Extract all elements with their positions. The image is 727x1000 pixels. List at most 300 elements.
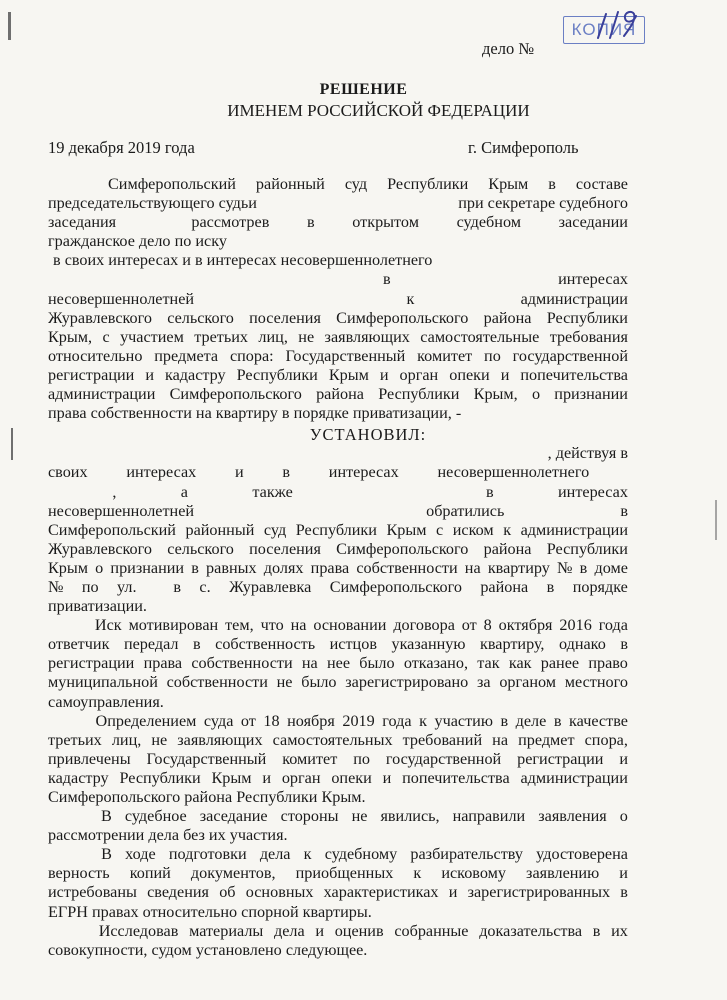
word: регистрации: [48, 365, 135, 384]
text-line: [48, 903, 628, 922]
word: регистрации: [48, 654, 135, 673]
word: Исследовав: [98, 921, 179, 940]
word: Симферопольского: [336, 539, 469, 558]
text-line: [48, 463, 628, 482]
word: качестве: [569, 711, 628, 730]
word: ноября: [287, 711, 335, 730]
word: о: [95, 558, 104, 577]
word: квартиру: [487, 558, 550, 577]
word: районный: [255, 175, 325, 193]
word: к: [503, 520, 512, 539]
word: администрации: [48, 385, 156, 404]
word: деле: [515, 711, 547, 730]
text-line: [48, 941, 628, 960]
word: в своих интересах и в интересах несовершеннолетнего: [53, 251, 433, 270]
word: в: [553, 711, 562, 730]
word: а: [180, 482, 188, 501]
word: УСТАНОВИЛ:: [309, 425, 427, 445]
word: сельского: [167, 308, 234, 327]
word: в: [579, 558, 588, 577]
word: своих: [48, 463, 88, 482]
text-line: [48, 175, 628, 194]
word: Крым: [328, 365, 369, 384]
word: дела: [273, 921, 305, 940]
word: порядке: [572, 577, 628, 596]
word: самостоятельные: [420, 327, 540, 346]
word: Республики: [546, 308, 628, 327]
text-line: [48, 483, 628, 502]
word: [48, 616, 88, 635]
word: ранее: [540, 654, 580, 673]
word: Крым: [211, 768, 252, 787]
word: ответчик: [48, 635, 110, 654]
word: заявляющих: [177, 730, 263, 749]
word: попечительства: [520, 365, 628, 384]
word: и: [448, 883, 458, 902]
word: предмета: [154, 346, 219, 365]
word: Республики: [119, 768, 201, 787]
word: в: [500, 711, 509, 730]
word: Иск: [94, 616, 122, 635]
word: материалы: [189, 921, 264, 940]
word: нее: [327, 654, 351, 673]
word: муниципальной: [48, 673, 158, 692]
word: составе: [575, 175, 628, 193]
text-line: [48, 559, 628, 578]
word: кадастру: [164, 365, 226, 384]
word: года: [382, 711, 412, 730]
word: [48, 175, 88, 194]
word: права: [143, 654, 183, 673]
word: Республики: [236, 365, 318, 384]
word: заседания: [48, 213, 117, 232]
word: к: [406, 289, 415, 308]
word: открытом: [352, 213, 419, 232]
word: заседании: [558, 213, 628, 232]
word: гражданское дело по иску: [48, 232, 227, 251]
word: от: [240, 711, 256, 730]
word: [48, 845, 88, 864]
scan-artifact: [715, 500, 717, 540]
word: заявляющих: [324, 327, 410, 346]
word: с: [102, 327, 110, 346]
word: собственность: [215, 635, 316, 654]
word: интересах: [328, 463, 399, 482]
word: требования: [549, 327, 628, 346]
word: передал: [123, 635, 179, 654]
word: совокупности, судом установлено следующее.: [48, 940, 368, 959]
text-line: [48, 712, 628, 731]
word: мотивирован: [128, 616, 219, 635]
word: дела: [259, 845, 291, 864]
word: документов,: [190, 864, 276, 883]
word: ходе: [125, 845, 156, 864]
word: суд: [344, 175, 368, 193]
word: третьих: [194, 327, 249, 346]
word: собственности: [191, 654, 293, 673]
decision-city: г. Симферополь: [468, 138, 579, 157]
word: Государственный: [146, 749, 267, 768]
word: , действуя в: [547, 444, 628, 463]
word: указанную: [391, 635, 466, 654]
word: Крым: [488, 175, 529, 193]
text-line: [48, 347, 628, 366]
word: государственной: [512, 346, 628, 365]
word: интересах: [558, 270, 628, 289]
text-line: [48, 807, 628, 826]
word: при секретаре судебного: [458, 194, 628, 213]
text-line: [48, 673, 628, 692]
word: собственности: [356, 558, 458, 577]
scan-artifact: [11, 428, 13, 460]
word: их: [611, 921, 628, 940]
word: Государственный: [285, 346, 406, 365]
word: как: [508, 654, 532, 673]
text-line: [48, 521, 628, 540]
text-line: [48, 883, 628, 902]
word: судебном: [456, 213, 521, 232]
word: [48, 807, 88, 826]
word: права собственности на квартиру в порядке приватизации, -: [48, 404, 462, 423]
word: участию: [434, 711, 493, 730]
word: судебное: [124, 807, 187, 826]
word: от: [461, 616, 477, 635]
word: в: [306, 213, 315, 232]
text-line: [48, 502, 628, 521]
word: и: [262, 768, 271, 787]
text-line: [48, 194, 628, 213]
word: зарегистрированных: [467, 883, 611, 902]
word: и: [379, 365, 389, 384]
text-line: [48, 385, 628, 404]
word: приобщенных: [295, 864, 394, 883]
word: участием: [120, 327, 184, 346]
word: [48, 712, 88, 731]
word: верность: [48, 864, 110, 883]
word: и: [234, 463, 244, 482]
word: требований: [402, 730, 483, 749]
word: Симферопольского: [329, 577, 462, 596]
word: не: [276, 673, 293, 692]
text-line: [48, 922, 628, 941]
text-line: [48, 251, 628, 270]
text-line: [48, 654, 628, 673]
word: права: [310, 558, 350, 577]
word: района: [483, 539, 532, 558]
word: района: [480, 577, 529, 596]
word: о: [619, 807, 628, 826]
word: Симферопольского: [169, 385, 302, 404]
word: комитет: [282, 749, 338, 768]
word: и: [315, 921, 325, 940]
word: зарегистрировано: [345, 673, 469, 692]
word: в: [620, 635, 628, 654]
word: в: [485, 482, 494, 501]
text-line: [48, 616, 628, 635]
word: самоуправления.: [48, 692, 164, 711]
text-line: [48, 309, 628, 328]
word: не: [151, 730, 168, 749]
word: Крым,: [473, 385, 518, 404]
word: и: [500, 365, 510, 384]
case-number: дело №: [482, 39, 535, 58]
word: стороны: [280, 807, 339, 826]
word: не: [298, 327, 315, 346]
word: интересах: [126, 463, 197, 482]
word: в: [382, 270, 391, 289]
word: Определением: [95, 711, 197, 730]
word: в: [282, 463, 291, 482]
word: судебному: [324, 845, 398, 864]
text-line: [48, 864, 628, 883]
word: несовершеннолетней: [48, 289, 195, 308]
word: регистрации: [517, 749, 604, 768]
word: исковому: [441, 864, 506, 883]
word: ЕГРН правах относительно спорной квартиры.: [48, 902, 372, 921]
word: доме: [594, 558, 628, 577]
word: лиц,: [258, 327, 288, 346]
word: об: [219, 883, 236, 902]
word: в: [546, 577, 555, 596]
word: направили: [452, 807, 526, 826]
word: на: [290, 616, 307, 635]
word: отказано,: [403, 654, 468, 673]
word: №: [48, 577, 64, 596]
word: в: [173, 577, 182, 596]
document-title: РЕШЕНИЕ: [319, 81, 408, 98]
document-subtitle: ИМЕНЕМ РОССИЙСКОЙ ФЕДЕРАЦИИ: [227, 101, 530, 120]
word: Крым: [48, 558, 89, 577]
word: опеки: [449, 365, 490, 384]
word: Крым: [386, 520, 427, 539]
text-line: [48, 635, 628, 654]
word: было: [359, 654, 395, 673]
word: несовершеннолетнего: [437, 463, 590, 482]
text-line: [48, 693, 628, 712]
word: и: [382, 768, 392, 787]
word: несовершеннолетней: [48, 501, 195, 520]
word: предмет: [518, 730, 575, 749]
word: заявления: [538, 807, 607, 826]
word: относительно: [48, 346, 143, 365]
word: районный: [185, 520, 255, 539]
word: администрации: [520, 768, 628, 787]
text-line: [48, 578, 628, 597]
decision-date: 19 декабря 2019 года: [48, 138, 195, 157]
text-line: [48, 366, 628, 385]
word: Журавлевского: [48, 539, 152, 558]
text-line: [48, 845, 628, 864]
word: подготовки: [168, 845, 247, 864]
word: квартиру,: [479, 635, 545, 654]
word: Республики: [387, 175, 469, 193]
word: равных: [206, 558, 257, 577]
word: не: [351, 807, 368, 826]
word: обратились: [426, 501, 505, 520]
word: признании: [554, 385, 628, 404]
word: за: [476, 673, 491, 692]
word: попечительства: [402, 768, 510, 787]
word: администрации: [520, 289, 628, 308]
word: года: [598, 616, 628, 635]
word: иском: [452, 520, 494, 539]
word: рассмотрении дела без их участия.: [48, 826, 288, 845]
word: по: [484, 346, 501, 365]
word: поселения: [249, 539, 321, 558]
word: 2016: [559, 616, 592, 635]
word: комитет: [417, 346, 473, 365]
text-line: [48, 826, 628, 845]
word: тем,: [225, 616, 254, 635]
word: местного: [564, 673, 628, 692]
copy-stamp: КОПИЯ: [563, 16, 645, 44]
word: истребованы: [48, 883, 137, 902]
word: 8: [483, 616, 492, 635]
word: доказательства: [479, 921, 583, 940]
word: Республики: [378, 385, 460, 404]
word: Симферопольский: [107, 175, 236, 193]
text-line: [48, 328, 628, 347]
text-line: [48, 750, 628, 769]
word: лиц,: [111, 730, 142, 749]
word: к: [419, 711, 427, 730]
word: с.: [199, 577, 211, 596]
word: 2019: [342, 711, 375, 730]
word: октября: [498, 616, 553, 635]
word: собранные: [394, 921, 469, 940]
word: к: [303, 845, 312, 864]
text-line: [48, 597, 628, 616]
word: интересах: [558, 482, 628, 501]
word: основании: [313, 616, 387, 635]
word: поселения: [249, 308, 321, 327]
word: рассмотрев: [191, 213, 270, 232]
word: в: [620, 501, 628, 520]
word: и: [619, 749, 628, 768]
word: администрации: [520, 520, 628, 539]
word: собственности: [166, 673, 268, 692]
word: опеки: [331, 768, 372, 787]
word: приватизации.: [48, 597, 147, 616]
word: истцов: [329, 635, 377, 654]
word: удостоверена: [536, 845, 628, 864]
word: заседание: [199, 807, 268, 826]
scan-artifact: [8, 12, 11, 40]
word: Журавлевка: [229, 577, 312, 596]
word: что: [260, 616, 284, 635]
word: в: [191, 558, 199, 577]
word: спора,: [584, 730, 628, 749]
word: также: [252, 482, 293, 501]
word: ,: [112, 482, 117, 501]
text-line: [48, 731, 628, 750]
word: органом: [499, 673, 557, 692]
text-line: [48, 232, 628, 251]
word: было: [301, 673, 337, 692]
word: оценив: [334, 921, 384, 940]
word: Журавлевского: [48, 308, 152, 327]
word: о: [531, 385, 541, 404]
word: Республики: [546, 539, 628, 558]
document-body: [48, 175, 628, 960]
word: признании: [110, 558, 185, 577]
word: по: [353, 749, 370, 768]
word: орган: [399, 365, 439, 384]
word: суда: [203, 711, 234, 730]
word: кадастру: [48, 768, 109, 787]
word: долях: [263, 558, 304, 577]
document-title-block: [0, 80, 727, 122]
word: Симферопольского: [336, 308, 469, 327]
word: в: [548, 175, 556, 193]
word: на: [301, 654, 318, 673]
word: Симферопольский: [48, 520, 176, 539]
word: председательствующего судьи: [48, 194, 257, 213]
text-line: [48, 270, 628, 289]
word: 18: [263, 711, 280, 730]
word: на: [492, 730, 509, 749]
word: Республики: [295, 520, 377, 539]
word: явились,: [380, 807, 440, 826]
word: В: [101, 845, 112, 864]
word: третьих: [48, 730, 102, 749]
word: района: [483, 308, 532, 327]
word: ул.: [117, 577, 137, 596]
word: договора: [393, 616, 455, 635]
word: с: [436, 520, 444, 539]
word: сельского: [167, 539, 234, 558]
word: однако: [558, 635, 606, 654]
word: Крым,: [48, 327, 93, 346]
word: так: [477, 654, 500, 673]
text-line: [48, 444, 628, 463]
word: на: [464, 558, 481, 577]
word: района: [316, 385, 364, 404]
word: В: [101, 807, 112, 826]
word: и: [619, 864, 628, 883]
word: [48, 922, 88, 941]
word: №: [557, 558, 573, 577]
text-line: [48, 540, 628, 559]
word: привлечены: [48, 749, 131, 768]
word: в: [592, 921, 601, 940]
word: в: [620, 883, 628, 902]
word: Симферопольского района Республики Крым.: [48, 788, 366, 806]
text-line: [48, 788, 628, 807]
word: в: [193, 635, 201, 654]
text-line: [48, 290, 628, 309]
word: копий: [129, 864, 171, 883]
word: право: [588, 654, 628, 673]
word: к: [413, 864, 422, 883]
word: по: [81, 577, 99, 596]
word: и: [145, 365, 154, 384]
word: суд: [263, 520, 287, 539]
word: характеристиках: [323, 883, 439, 902]
word: спора:: [229, 346, 274, 365]
text-line: [48, 213, 628, 232]
word: орган: [281, 768, 321, 787]
text-line: [48, 404, 628, 423]
word: самостоятельных: [272, 730, 393, 749]
text-line: [48, 769, 628, 788]
word: сведения: [147, 883, 209, 902]
word: заявлению: [526, 864, 600, 883]
word: разбирательству: [410, 845, 523, 864]
word: государственной: [385, 749, 502, 768]
word: основных: [245, 883, 314, 902]
section-heading: [48, 425, 628, 444]
